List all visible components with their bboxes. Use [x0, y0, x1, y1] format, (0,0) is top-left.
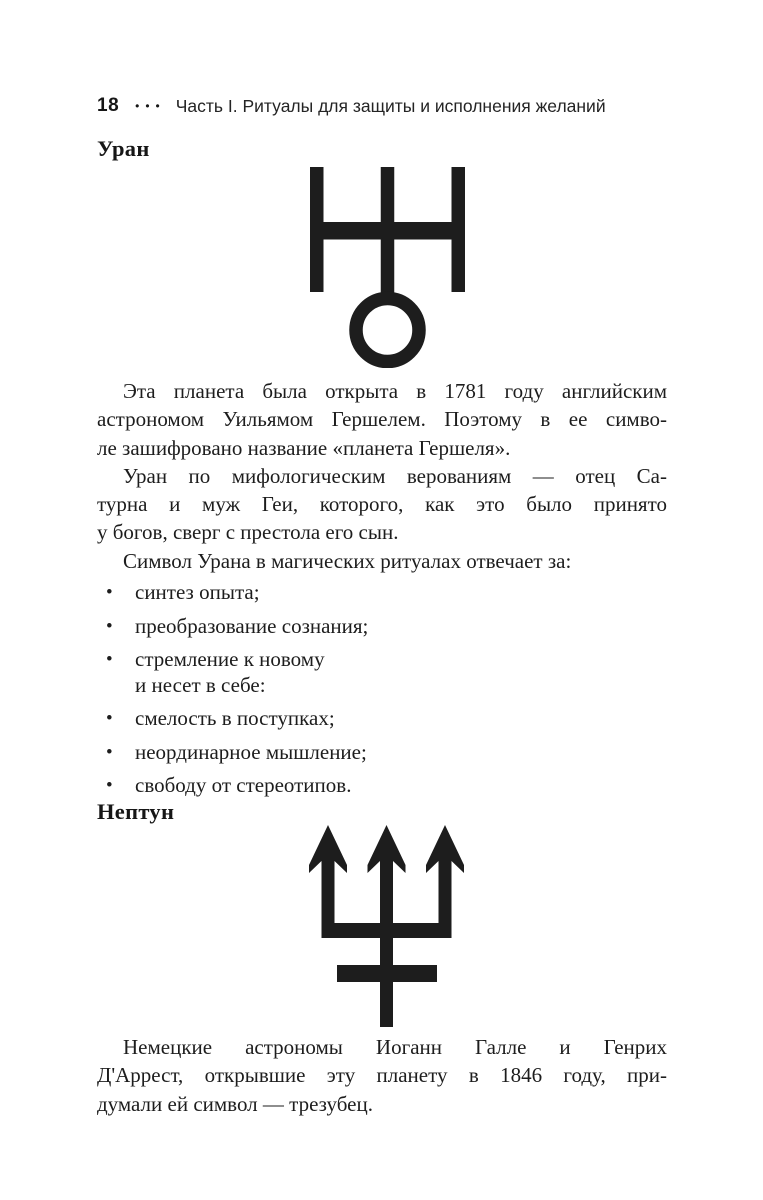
- page-number: 18: [97, 95, 120, 116]
- bullet-icon: •: [106, 615, 113, 637]
- uranus-symbol-icon: [310, 167, 465, 368]
- list-item-continuation: и несет в себе:: [135, 672, 266, 697]
- neptune-heading: Нептун: [97, 799, 175, 824]
- paragraph-line: у богов, сверг с престола его сын.: [97, 520, 399, 545]
- paragraph-line: Д'Аррест, открывшие эту планету в 1846 году, при-: [97, 1063, 667, 1088]
- list-item-text: свободу от стереотипов.: [135, 773, 352, 797]
- list-item-text: неординарное мышление;: [135, 739, 367, 764]
- bullet-icon: •: [106, 582, 113, 603]
- running-head: [97, 95, 667, 117]
- list-item-text: смелость в поступках;: [135, 706, 335, 730]
- bullet-icon: •: [106, 649, 113, 670]
- paragraph-line: ле зашифровано название «планета Гершеля».: [97, 435, 511, 460]
- bullet-icon: •: [106, 775, 113, 796]
- list-item: [97, 773, 667, 799]
- paragraph-line: астрономом Уильямом Гершелем. Поэтому в ее симво-: [97, 407, 667, 432]
- paragraph-line: Эта планета была открыта в 1781 году английским: [123, 379, 667, 403]
- list-item-text: синтез опыта;: [135, 580, 260, 604]
- paragraph-line: Символ Урана в магических ритуалах отвечает за:: [123, 548, 572, 573]
- neptune-symbol-icon: [308, 825, 465, 1027]
- list-item-text: стремление к новому: [135, 647, 325, 671]
- list-item-text: преобразование сознания;: [135, 613, 369, 638]
- list-item: [97, 740, 667, 766]
- list-item: [97, 706, 667, 732]
- paragraph-line: думали ей символ — трезубец.: [97, 1091, 373, 1116]
- uranus-text-block: [97, 377, 667, 575]
- uranus-heading: Уран: [97, 136, 150, 161]
- list-item: [97, 580, 667, 606]
- list-item: [97, 647, 667, 673]
- chapter-title: Часть I. Ритуалы для защиты и исполнения желаний: [175, 95, 606, 116]
- paragraph-line: Немецкие астрономы Иоганн Галле и Генрих: [123, 1035, 667, 1059]
- header-dots-icon: •••: [135, 99, 166, 113]
- bullet-icon: •: [106, 708, 113, 729]
- paragraph-line: Уран по мифологическим верованиям — отец Са-: [123, 463, 667, 488]
- list-item: [97, 614, 667, 640]
- uranus-bullet-list: [97, 580, 667, 807]
- paragraph-line: турна и муж Геи, которого, как это было принято: [97, 492, 667, 517]
- neptune-text-block: [97, 1033, 667, 1118]
- bullet-icon: •: [106, 741, 113, 763]
